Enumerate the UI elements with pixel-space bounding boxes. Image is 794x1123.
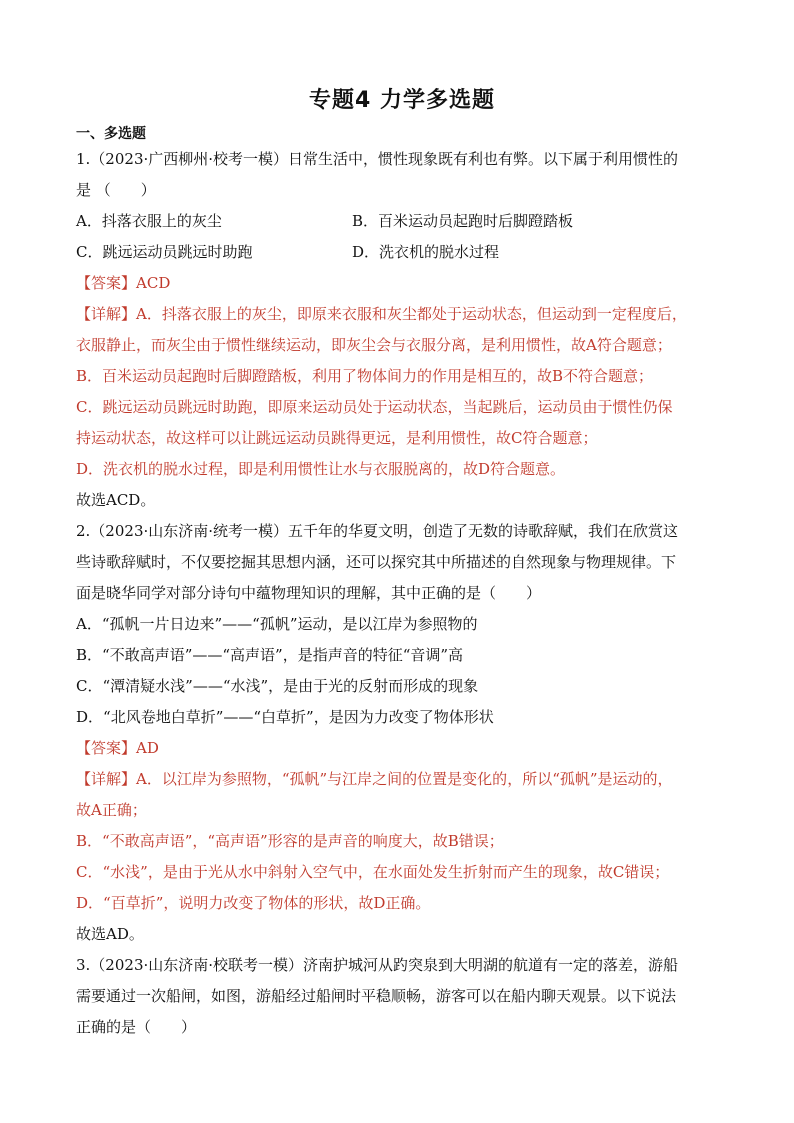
question-2-option-b: B．“不敢高声语”——“高声语”，是指声音的特征“音调”高: [76, 646, 464, 664]
question-1-detail-line: D．洗衣机的脱水过程，即是利用惯性让水与衣服脱离的，故D符合题意。: [76, 460, 566, 478]
question-1-option-b: B．百米运动员起跑时后脚蹬踏板: [352, 212, 574, 230]
answer-value: AD: [136, 739, 159, 757]
question-3-stem-line: 正确的是（ ）: [76, 1018, 197, 1036]
page-title: 专题4 力学多选题: [309, 88, 495, 113]
question-2-detail-line: 故A正确；: [76, 801, 147, 819]
question-2-stem-line: 些诗歌辞赋时，不仅要挖掘其思想内涵，还可以探究其中所描述的自然现象与物理规律。下: [76, 553, 677, 571]
question-1-options-row: [76, 237, 728, 268]
question-2-stem-line: 面是晓华同学对部分诗句中蕴物理知识的理解，其中正确的是（ ）: [76, 584, 542, 602]
question-2: [76, 516, 728, 950]
question-1-answer: [76, 268, 728, 299]
question-1-conclusion: 故选ACD。: [76, 491, 156, 509]
answer-value: ACD: [136, 274, 171, 292]
question-2-stem-line: 2.（2023·山东济南·统考一模）五千年的华夏文明，创造了无数的诗歌辞赋，我们在欣赏这: [76, 522, 679, 540]
detail-text: A．抖落衣服上的灰尘，即原来衣服和灰尘都处于运动状态，但运动到一定程度后，: [136, 305, 687, 323]
question-2-detail-line: [76, 764, 728, 795]
question-2-detail-line: B．“不敢高声语”，“高声语”形容的是声音的响度大，故B错误；: [76, 832, 504, 850]
answer-label: 【答案】: [76, 274, 137, 292]
question-1-detail-line: B．百米运动员起跑时后脚蹬踏板，利用了物体间力的作用是相互的，故B不符合题意；: [76, 367, 654, 385]
question-1-option-a: A．抖落衣服上的灰尘: [76, 212, 222, 230]
question-1-stem-line: 1.（2023·广西柳州·校考一模）日常生活中，惯性现象既有利也有弊。以下属于利用惯性的: [76, 150, 679, 168]
answer-label: 【答案】: [76, 739, 137, 757]
question-2-option-a: A．“孤帆一片日边来”——“孤帆”运动，是以江岸为参照物的: [76, 615, 478, 633]
question-2-option-c: C．“潭清疑水浅”——“水浅”，是由于光的反射而形成的现象: [76, 677, 479, 695]
question-3-stem-line: 3.（2023·山东济南·校联考一模）济南护城河从趵突泉到大明湖的航道有一定的落差，游船: [76, 956, 679, 974]
question-2-answer: [76, 733, 728, 764]
question-1: [76, 144, 728, 516]
question-3-stem-line: 需要通过一次船闸，如图，游船经过船闸时平稳顺畅，游客可以在船内聊天观景。以下说法: [76, 987, 677, 1005]
question-1-option-d: D．洗衣机的脱水过程: [352, 243, 500, 261]
question-1-detail-line: C．跳远运动员跳远时助跑，即原来运动员处于运动状态，当起跳后，运动员由于惯性仍保: [76, 398, 673, 416]
question-1-options-row: [76, 206, 728, 237]
question-2-option-d: D．“北风卷地白草折”——“白草折”，是因为力改变了物体形状: [76, 708, 494, 726]
section-heading: 一、多选题: [76, 126, 146, 142]
question-1-option-c: C．跳远运动员跳远时助跑: [76, 243, 253, 261]
detail-label: 【详解】: [76, 770, 137, 788]
question-3: [76, 950, 728, 1043]
question-2-conclusion: 故选AD。: [76, 925, 144, 943]
question-2-detail-line: C．“水浅”，是由于光从水中斜射入空气中，在水面处发生折射而产生的现象，故C错误；: [76, 863, 670, 881]
question-1-detail-line: 衣服静止，而灰尘由于惯性继续运动，即灰尘会与衣服分离，是利用惯性，故A符合题意；: [76, 336, 672, 354]
detail-text: A．以江岸为参照物，“孤帆”与江岸之间的位置是变化的，所以“孤帆”是运动的，: [136, 770, 673, 788]
question-2-detail-line: D．“百草折”，说明力改变了物体的形状，故D正确。: [76, 894, 431, 912]
question-1-stem-line: 是 （ ）: [76, 181, 156, 199]
detail-label: 【详解】: [76, 305, 137, 323]
question-1-detail-line: 持运动状态，故这样可以让跳远运动员跳得更远，是利用惯性，故C符合题意；: [76, 429, 598, 447]
question-1-detail-line: [76, 299, 728, 330]
